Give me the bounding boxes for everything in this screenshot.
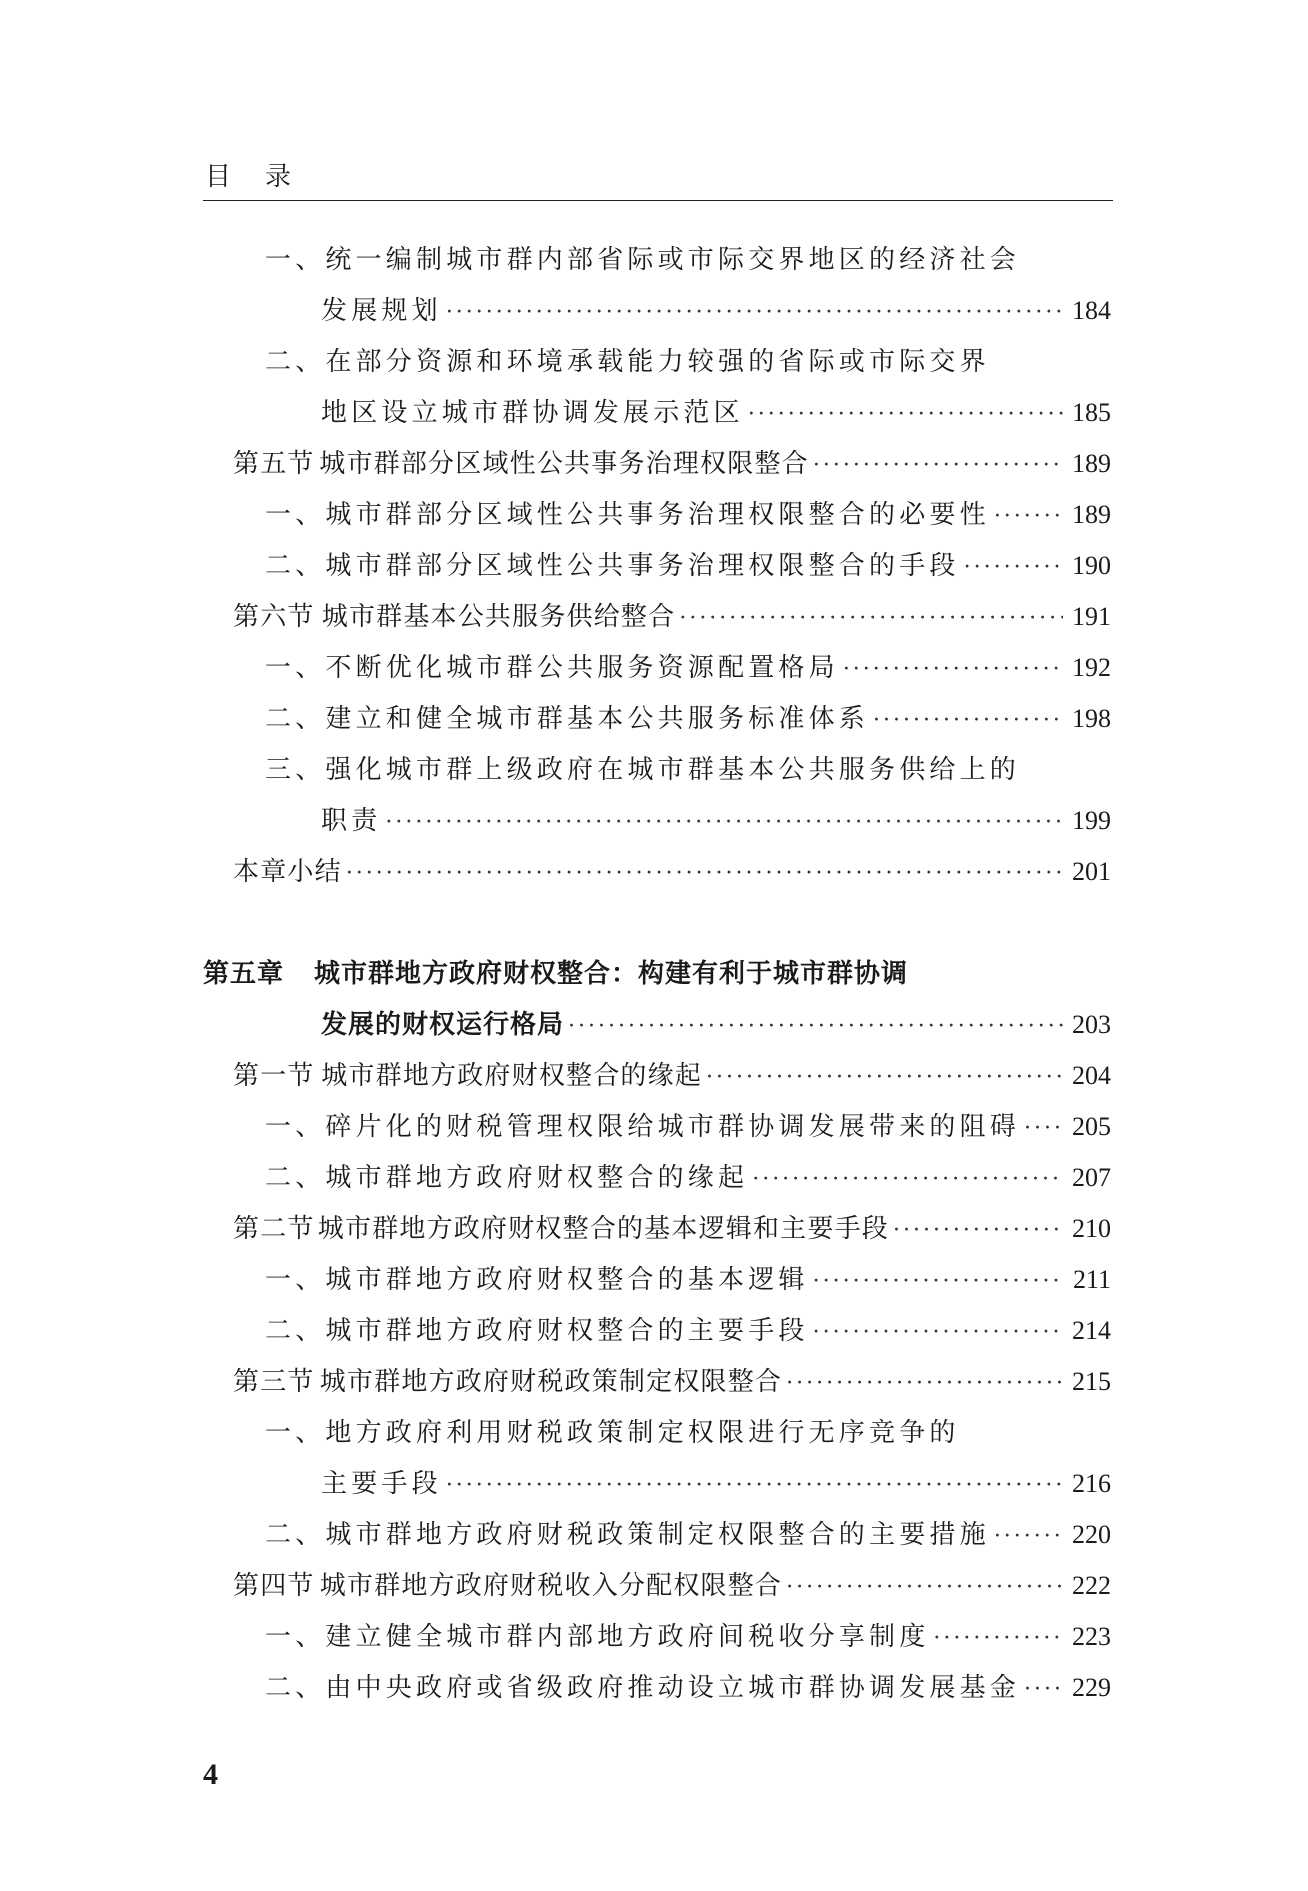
toc-entry-page: 201: [1072, 857, 1111, 886]
toc-section-number: 第三节: [233, 1367, 315, 1397]
toc-entry-page: 198: [1072, 704, 1111, 733]
toc-section-title: 本章小结: [233, 857, 342, 887]
toc-entry-page: 210: [1072, 1214, 1111, 1243]
leader-dots: [446, 293, 1063, 333]
toc-entry[interactable]: [265, 495, 1111, 535]
toc-entry-page: 207: [1072, 1163, 1111, 1192]
toc-entry-page: 189: [1072, 449, 1111, 478]
toc-entry[interactable]: [265, 1311, 1111, 1351]
toc-entry-label: 三、强化城市群上级政府在城市群基本公共服务供给上的: [265, 755, 1021, 785]
toc-entry[interactable]: [265, 648, 1111, 688]
toc-section[interactable]: [233, 444, 1111, 484]
toc-section[interactable]: [233, 1566, 1111, 1606]
toc-entry[interactable]: [265, 1413, 1145, 1453]
leader-dots: [385, 803, 1063, 843]
toc-entry-page: 223: [1072, 1622, 1111, 1651]
toc-section-title: 城市群地方政府财税收入分配权限整合: [319, 1571, 783, 1601]
leader-dots: [679, 599, 1063, 639]
leader-dots: [786, 1568, 1063, 1608]
toc-section-number: 第二节: [233, 1214, 315, 1244]
toc-entry[interactable]: [321, 393, 1111, 433]
leader-dots: [813, 1262, 1063, 1302]
toc-entry-page: 205: [1072, 1112, 1111, 1141]
toc-entry-page: 229: [1072, 1673, 1111, 1702]
toc-section[interactable]: [233, 1209, 1111, 1249]
toc-entry-page: 190: [1072, 551, 1111, 580]
toc-entry[interactable]: [265, 1158, 1111, 1198]
toc-entry-page: 211: [1072, 1265, 1111, 1294]
toc-section-number: 第五节: [233, 449, 315, 479]
toc-entry[interactable]: [265, 699, 1111, 739]
leader-dots: [568, 1007, 1063, 1047]
toc-section-number: 第一节: [233, 1061, 315, 1091]
leader-dots: [994, 497, 1063, 537]
toc-entry[interactable]: [265, 1260, 1111, 1300]
toc-entry-label: 地区设立城市群协调发展示范区: [321, 398, 744, 428]
toc-entry-label: 二、城市群部分区域性公共事务治理权限整合的手段: [265, 551, 960, 581]
toc-entry[interactable]: [265, 1668, 1111, 1708]
toc-entry-page: 220: [1072, 1520, 1111, 1549]
toc-entry[interactable]: [265, 240, 1145, 280]
header-title: 目录: [205, 162, 326, 192]
toc-entry-page: 185: [1072, 398, 1111, 427]
toc-entry-label: 二、由中央政府或省级政府推动设立城市群协调发展基金: [265, 1673, 1021, 1703]
toc-entry-label: 二、城市群地方政府财税政策制定权限整合的主要措施: [265, 1520, 990, 1550]
toc-entry-label: 二、城市群地方政府财权整合的缘起: [265, 1163, 749, 1193]
leader-dots: [994, 1517, 1063, 1557]
toc-entry-page: 191: [1072, 602, 1111, 631]
toc-section[interactable]: [233, 1362, 1111, 1402]
toc-section-title: 城市群部分区域性公共事务治理权限整合: [319, 449, 809, 479]
toc-entry[interactable]: [265, 750, 1145, 790]
toc-entry-label: 一、建立健全城市群内部地方政府间税收分享制度: [265, 1622, 930, 1652]
leader-dots: [893, 1211, 1063, 1251]
toc-entry-label: 一、不断优化城市群公共服务资源配置格局: [265, 653, 839, 683]
leader-dots: [873, 701, 1063, 741]
toc-entry-label: 二、城市群地方政府财权整合的主要手段: [265, 1316, 809, 1346]
leader-dots: [1024, 1670, 1063, 1710]
toc-entry-page: 192: [1072, 653, 1111, 682]
toc-section-title: 城市群地方政府财权整合的基本逻辑和主要手段: [317, 1214, 889, 1244]
toc-section-number: 第四节: [233, 1571, 315, 1601]
toc-entry[interactable]: [321, 1464, 1111, 1504]
toc-entry-label: 发展规划: [321, 296, 442, 326]
toc-section[interactable]: [233, 852, 1111, 892]
toc-entry[interactable]: [265, 1107, 1111, 1147]
page-number: 4: [203, 1758, 218, 1791]
toc-entry-page: 222: [1072, 1571, 1111, 1600]
toc-chapter-title: 城市群地方政府财权整合：构建有利于城市群协调: [314, 959, 909, 989]
leader-dots: [843, 650, 1063, 690]
toc-entry[interactable]: [265, 1617, 1111, 1657]
leader-dots: [446, 1466, 1063, 1506]
toc-section-title: 城市群地方政府财权整合的缘起: [321, 1061, 703, 1091]
toc-entry[interactable]: [265, 1515, 1111, 1555]
toc-entry-label: 主要手段: [321, 1469, 442, 1499]
leader-dots: [786, 1364, 1063, 1404]
leader-dots: [1024, 1109, 1063, 1149]
toc-entry[interactable]: [265, 546, 1111, 586]
toc-chapter[interactable]: [321, 1005, 1111, 1045]
toc-entry-page: 216: [1072, 1469, 1111, 1498]
toc-entry-label: 二、在部分资源和环境承载能力较强的省际或市际交界: [265, 347, 990, 377]
toc-entry-page: 189: [1072, 500, 1111, 529]
toc-entry-page: 203: [1072, 1010, 1111, 1039]
toc-entry-page: 215: [1072, 1367, 1111, 1396]
toc-entry-page: 184: [1072, 296, 1111, 325]
leader-dots: [346, 854, 1063, 894]
toc-chapter-title: 发展的财权运行格局: [321, 1010, 565, 1040]
toc-entry-label: 职责: [321, 806, 382, 836]
toc-section[interactable]: [233, 1056, 1111, 1096]
toc-section-title: 城市群基本公共服务供给整合: [321, 602, 676, 632]
toc-entry-label: 一、城市群地方政府财权整合的基本逻辑: [265, 1265, 809, 1295]
toc-section-number: 第六节: [233, 602, 315, 632]
leader-dots: [706, 1058, 1063, 1098]
toc-entry-label: 一、碎片化的财税管理权限给城市群协调发展带来的阻碍: [265, 1112, 1021, 1142]
toc-chapter-number: 第五章: [203, 959, 285, 989]
toc-entry-page: 204: [1072, 1061, 1111, 1090]
toc-entry-page: 214: [1072, 1316, 1111, 1345]
toc-entry[interactable]: [321, 801, 1111, 841]
leader-dots: [813, 1313, 1063, 1353]
toc-entry-label: 一、统一编制城市群内部省际或市际交界地区的经济社会: [265, 245, 1021, 275]
toc-entry-label: 二、建立和健全城市群基本公共服务标准体系: [265, 704, 870, 734]
toc-entry-label: 一、城市群部分区域性公共事务治理权限整合的必要性: [265, 500, 990, 530]
leader-dots: [813, 446, 1063, 486]
toc-entry[interactable]: [321, 291, 1111, 331]
toc-entry-label: 一、地方政府利用财税政策制定权限进行无序竞争的: [265, 1418, 960, 1448]
toc-section-title: 城市群地方政府财税政策制定权限整合: [319, 1367, 783, 1397]
toc-entry-page: 199: [1072, 806, 1111, 835]
leader-dots: [752, 1160, 1063, 1200]
leader-dots: [933, 1619, 1063, 1659]
toc-chapter[interactable]: [203, 954, 1133, 994]
leader-dots: [964, 548, 1063, 588]
leader-dots: [748, 395, 1063, 435]
toc-entry[interactable]: [265, 342, 1145, 382]
toc-section[interactable]: [233, 597, 1111, 637]
